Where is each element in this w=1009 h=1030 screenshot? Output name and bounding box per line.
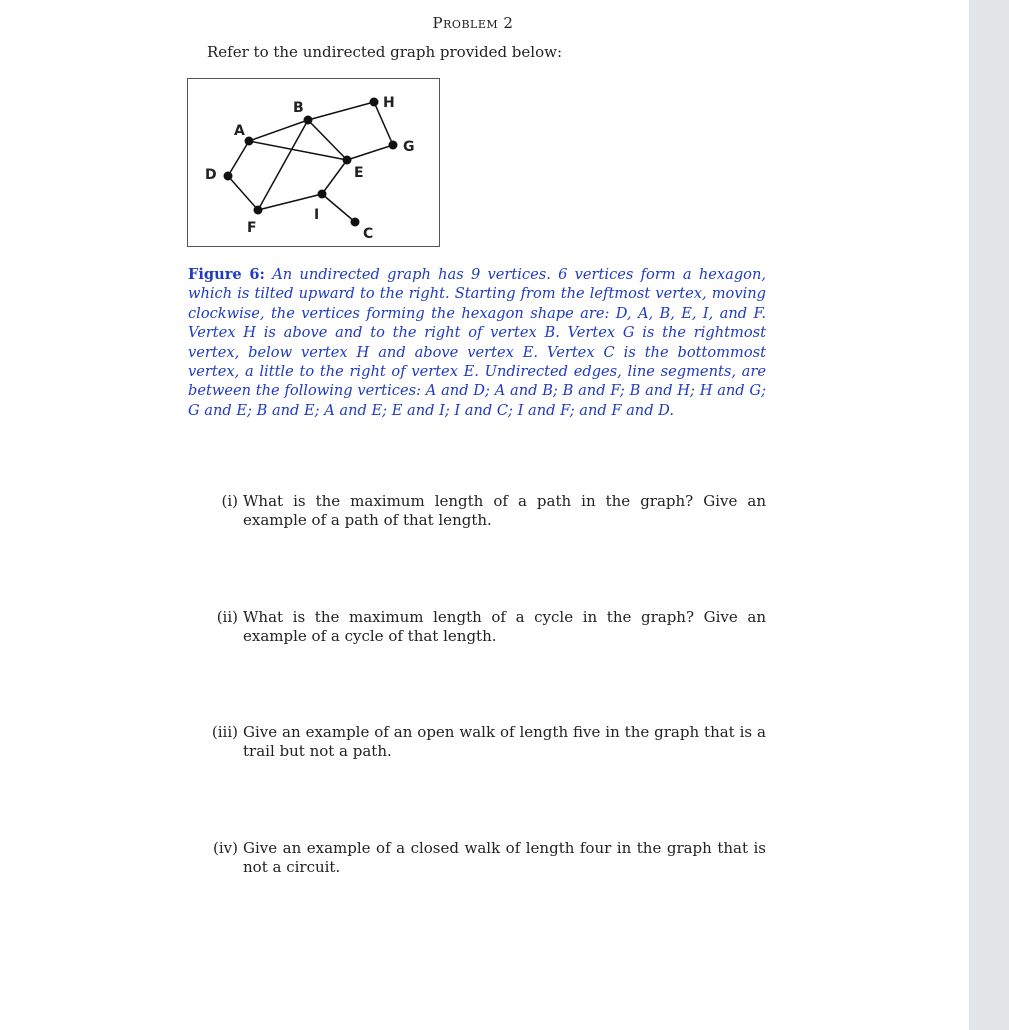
- question-3: [211, 723, 766, 762]
- vertex-d: [224, 172, 233, 181]
- question-text: Give an example of an open walk of length five in the graph that is a trail but not a path.: [243, 723, 766, 761]
- vertex-h: [370, 98, 379, 107]
- edge-b-h: [308, 102, 374, 120]
- question-4: [213, 839, 766, 878]
- edge-i-c: [322, 194, 355, 222]
- question-number: (iv): [213, 839, 238, 857]
- graph-figure: [187, 78, 440, 247]
- edge-b-f: [258, 120, 308, 210]
- vertex-a: [245, 137, 254, 146]
- question-text: Give an example of a closed walk of length four in the graph that is not a circuit.: [243, 839, 766, 877]
- vertex-label-c: C: [363, 226, 374, 242]
- vertex-label-h: H: [383, 95, 395, 111]
- problem-title: Problem 2: [432, 14, 514, 32]
- vertex-i: [318, 190, 327, 199]
- caption-text: An undirected graph has 9 vertices. 6 vertices form a hexagon, which is tilted upward to the right. Starting from the leftmost vertex, moving clockwise, the vertices forming the hexagon shape are: D, A, B, E, I, and F. Vertex H is above and to the right of vertex B. Vertex G is the rightmost vertex, below vertex H and above vertex E. Vertex C is the bottommost vertex, a little to the right of vertex E. Undirected edges, line segments, are between the following vertices: A and D; A and B; B and F; B and H; H and G; G and E; B and E; A and E; E and I; I and C; I and F; and F and D.: [188, 266, 766, 419]
- vertex-label-f: F: [247, 220, 257, 236]
- question-text: What is the maximum length of a path in the graph? Give an example of a path of that length.: [243, 492, 766, 530]
- edge-a-d: [228, 141, 249, 176]
- vertex-label-d: D: [205, 167, 217, 183]
- vertex-label-a: A: [234, 123, 245, 139]
- question-1: [221, 492, 766, 531]
- edge-f-d: [228, 176, 258, 210]
- intro-text: Refer to the undirected graph provided below:: [207, 43, 563, 61]
- vertex-c: [351, 218, 360, 227]
- vertex-label-i: I: [314, 207, 320, 223]
- edge-a-b: [249, 120, 308, 141]
- vertex-label-b: B: [293, 100, 304, 116]
- caption-label: Figure 6:: [188, 266, 265, 283]
- vertex-label-e: E: [354, 165, 364, 181]
- vertex-b: [304, 116, 313, 125]
- edge-e-i: [322, 160, 347, 194]
- vertex-e: [343, 156, 352, 165]
- vertex-label-g: G: [403, 139, 415, 155]
- question-number: (iii): [211, 723, 238, 741]
- vertex-g: [389, 141, 398, 150]
- figure-caption: [188, 265, 766, 420]
- scrollbar-track[interactable]: [969, 0, 1009, 1030]
- graph-svg: [188, 79, 441, 248]
- question-2: [216, 608, 766, 647]
- question-number: (i): [221, 492, 238, 510]
- edge-g-e: [347, 145, 393, 160]
- vertex-f: [254, 206, 263, 215]
- question-text: What is the maximum length of a cycle in the graph? Give an example of a cycle of that length.: [243, 608, 766, 646]
- edge-i-f: [258, 194, 322, 210]
- question-number: (ii): [216, 608, 238, 626]
